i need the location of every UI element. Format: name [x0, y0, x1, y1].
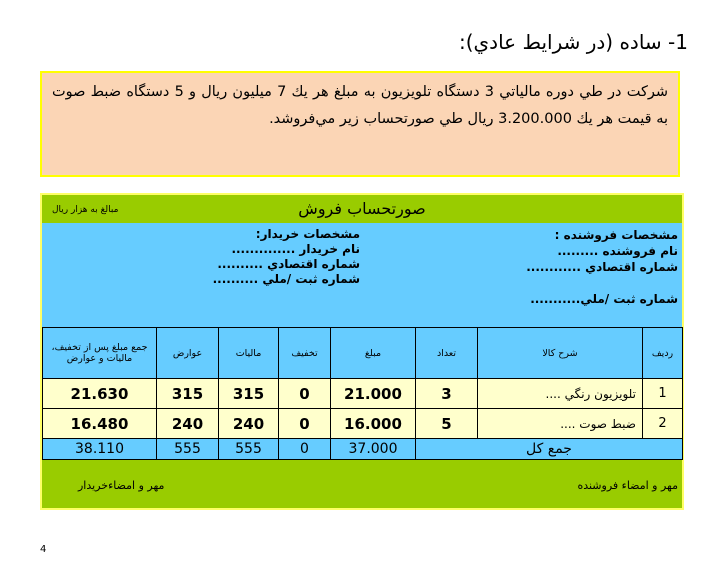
seller-heading: مشخصات فروشنده :: [554, 228, 678, 242]
cell-row-no: 2: [643, 409, 683, 439]
total-duties: 555: [157, 439, 219, 460]
total-amount: 37.000: [331, 439, 416, 460]
cell-description: تلويزيون رنگي ....: [478, 379, 643, 409]
table-row: [43, 379, 683, 409]
total-discount: 0: [279, 439, 331, 460]
total-tax: 555: [219, 439, 279, 460]
buyer-name: نام خريدار ..............: [231, 242, 360, 256]
cell-description: ضبط صوت ....: [478, 409, 643, 439]
signature-section: [42, 479, 682, 507]
col-discount: تخفيف: [279, 328, 331, 379]
cell-duties: 240: [157, 409, 219, 439]
col-total: جمع مبلغ پس از تخفيف، ماليات و عوارض: [43, 328, 157, 379]
col-quantity: تعداد: [416, 328, 478, 379]
buyer-heading: مشخصات خريدار:: [255, 227, 360, 241]
seller-info: [378, 227, 678, 307]
seller-economic-no: شماره اقتصادي ............: [526, 260, 678, 274]
table-header-row: [43, 328, 683, 379]
parties-section: [42, 223, 682, 327]
invoice-title: صورتحساب فروش: [298, 199, 426, 218]
col-duties: عوارض: [157, 328, 219, 379]
items-table: [42, 327, 683, 460]
col-description: شرح كالا: [478, 328, 643, 379]
cell-amount: 21.000: [331, 379, 416, 409]
total-label: جمع كل: [416, 439, 683, 460]
table-row: [43, 409, 683, 439]
col-tax: ماليات: [219, 328, 279, 379]
cell-discount: 0: [279, 379, 331, 409]
buyer-economic-no: شماره اقتصادي ..........: [217, 257, 360, 271]
cell-total: 21.630: [43, 379, 157, 409]
seller-national-id: شماره ثبت /ملي...........: [530, 292, 678, 306]
buyer-signature: مهر و امضاءخريدار: [78, 479, 165, 492]
seller-name: نام فروشنده .........: [557, 244, 678, 258]
slide-title: 1- ساده (در شرايط عادي):: [458, 30, 688, 54]
cell-quantity: 5: [416, 409, 478, 439]
buyer-info: [120, 227, 360, 287]
page-number: 4: [40, 544, 47, 555]
cell-tax: 240: [219, 409, 279, 439]
totals-row: [43, 439, 683, 460]
cell-quantity: 3: [416, 379, 478, 409]
cell-amount: 16.000: [331, 409, 416, 439]
cell-duties: 315: [157, 379, 219, 409]
unit-note: مبالغ به هزار ريال: [52, 205, 119, 215]
col-amount: مبلغ: [331, 328, 416, 379]
cell-discount: 0: [279, 409, 331, 439]
cell-row-no: 1: [643, 379, 683, 409]
sales-invoice: [40, 193, 684, 510]
cell-total: 16.480: [43, 409, 157, 439]
problem-statement: شركت در طي دوره مالياتي 3 دستگاه تلويزيون به مبلغ هر يك 7 ميليون ريال و 5 دستگاه ضبط صوت به قيمت هر يك 3.200.000 ريال طي صورتحساب زير مي‌فروشد.: [40, 71, 680, 177]
invoice-header: [42, 195, 682, 223]
seller-signature: مهر و امضاء فروشنده: [577, 479, 678, 492]
total-sum: 38.110: [43, 439, 157, 460]
buyer-national-id: شماره ثبت /ملي ..........: [212, 272, 360, 286]
col-row-no: رديف: [643, 328, 683, 379]
cell-tax: 315: [219, 379, 279, 409]
